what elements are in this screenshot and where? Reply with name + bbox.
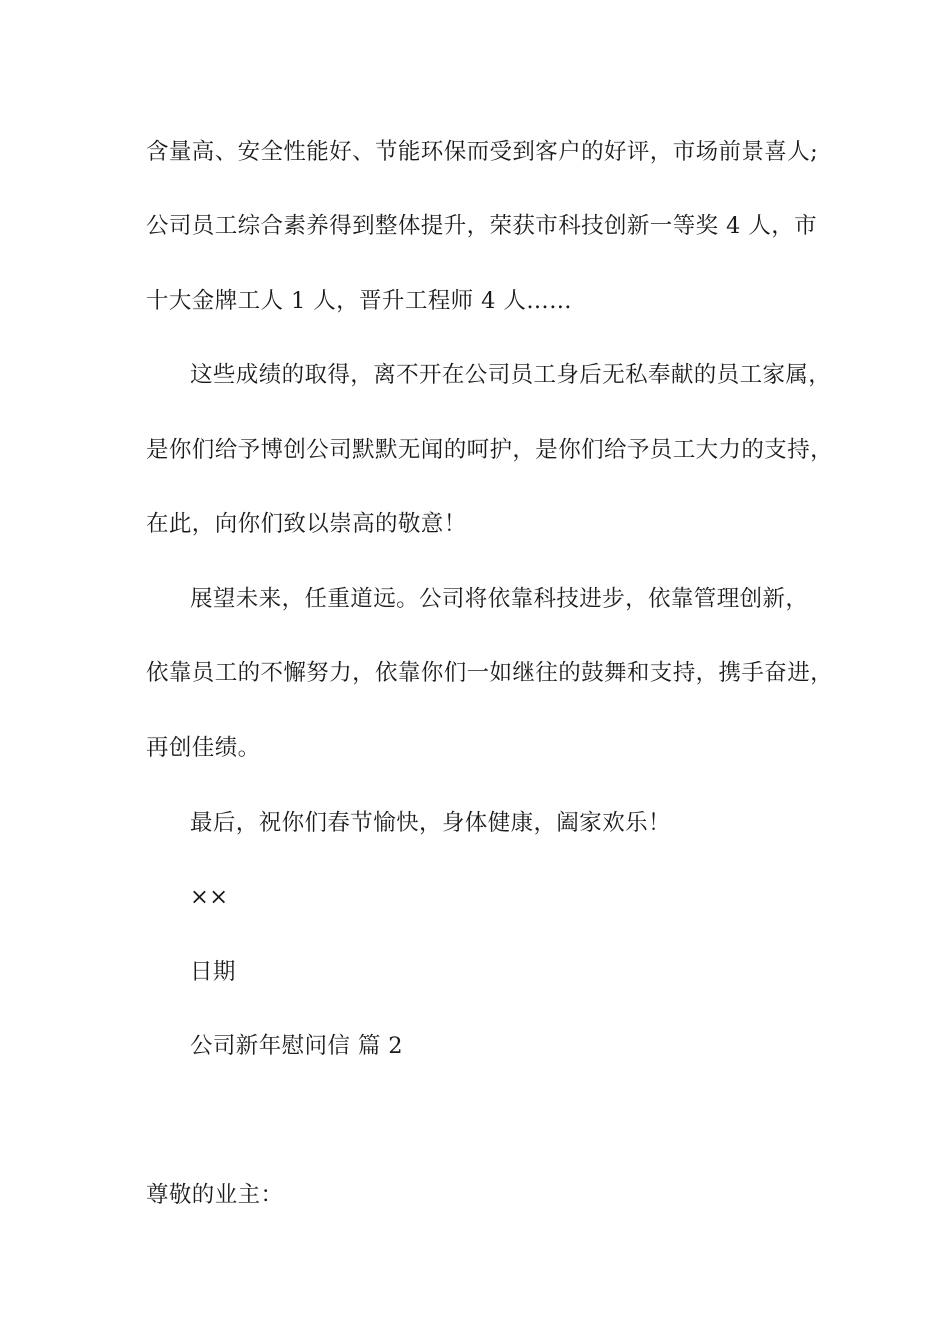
paragraph-line: 十大金牌工人 1 人，晋升工程师 4 人……	[146, 288, 573, 314]
signature: ××	[190, 884, 229, 910]
paragraph-line: 公司员工综合素养得到整体提升，荣获市科技创新一等奖 4 人，市	[146, 213, 818, 239]
paragraph-line: 展望未来，任重道远。公司将依靠科技进步，依靠管理创新，	[190, 586, 809, 612]
date-label: 日期	[190, 959, 236, 985]
paragraph-line: 含量高、安全性能好、节能环保而受到客户的好评，市场前景喜人;	[146, 139, 819, 165]
paragraph-line: 这些成绩的取得，离不开在公司员工身后无私奉献的员工家属，	[190, 362, 832, 388]
paragraph-line: 在此，向你们致以崇高的敬意！	[146, 511, 467, 537]
section-title: 公司新年慰问信 篇 2	[190, 1033, 404, 1059]
paragraph-line: 再创佳绩。	[146, 735, 261, 761]
paragraph-line: 依靠员工的不懈努力，依靠你们一如继往的鼓舞和支持，携手奋进，	[146, 660, 834, 686]
paragraph-line: 是你们给予博创公司默默无闻的呵护，是你们给予员工大力的支持，	[146, 437, 834, 463]
closing-wish: 最后，祝你们春节愉快，身体健康，阖家欢乐！	[190, 810, 671, 836]
salutation: 尊敬的业主：	[146, 1182, 284, 1208]
